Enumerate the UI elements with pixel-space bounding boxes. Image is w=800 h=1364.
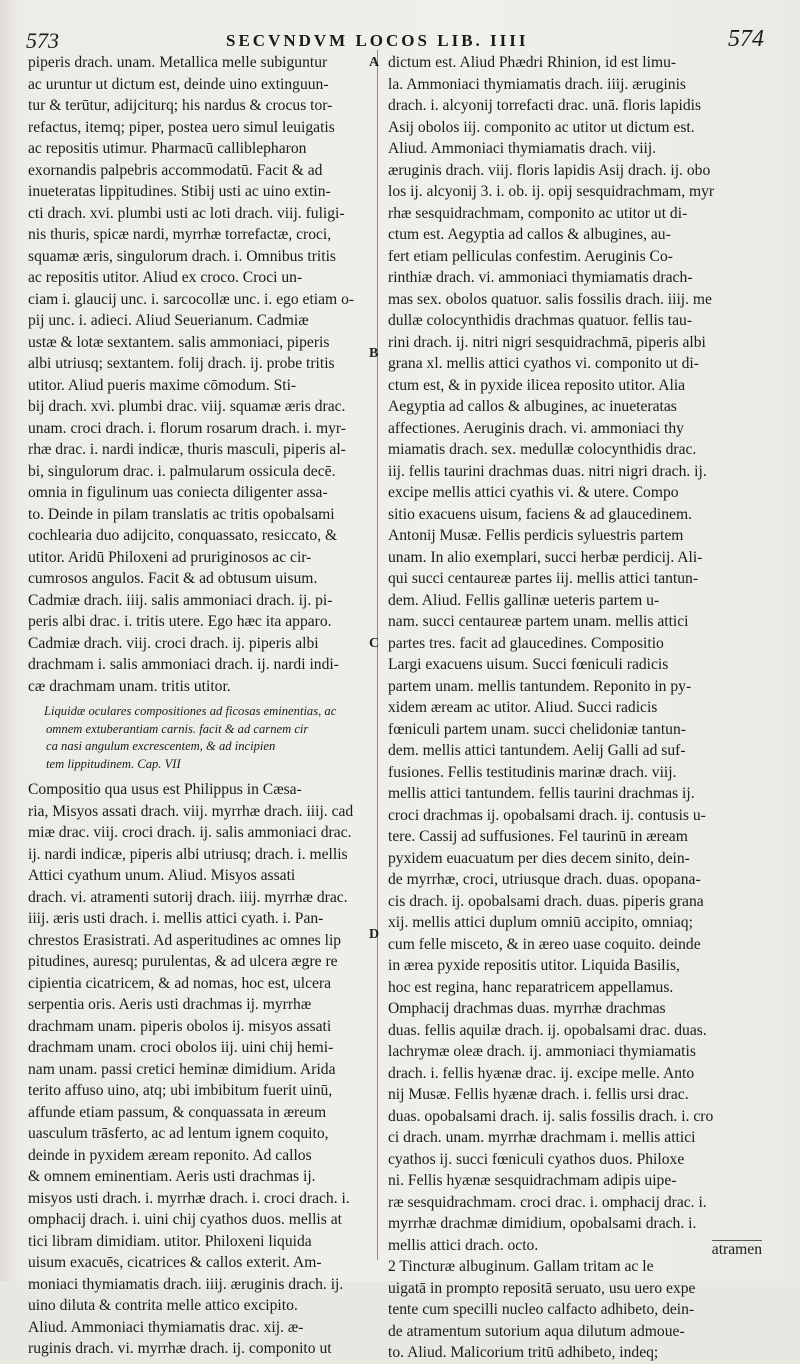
text-line: utitor. Aridū Philoxeni ad pruriginosos ac cir- bbox=[28, 548, 312, 566]
page-number-right: 574 bbox=[728, 26, 764, 52]
text-line: ij. nardi indicæ, piperis albi utriusq; drach. i. mellis bbox=[28, 845, 348, 863]
text-line: 2 Tincturæ albuginum. Gallam tritam ac le bbox=[388, 1258, 654, 1275]
text-line: de myrrhæ, croci, utriusque drach. duas. opopana- bbox=[388, 871, 701, 888]
text-line: miamatis drach. sex. medullæ colocynthidis drac. bbox=[388, 441, 697, 458]
text-line: duas. fellis aquilæ drach. ij. opobalsami drac. duas. bbox=[388, 1021, 707, 1039]
text-line: ac repositis utimur. Pharmacū calliblepharon bbox=[28, 140, 307, 157]
text-line: cochlearia duo adijcito, conquassato, resiccato, & bbox=[28, 527, 338, 544]
text-line: tici libram dimidiam. utitor. Philoxeni liquida bbox=[28, 1232, 312, 1250]
text-line: Asij obolos iij. componito ac utitor ut dictum est. bbox=[388, 118, 695, 136]
text-line: affunde etiam passum, & conquassata in æreum bbox=[28, 1103, 327, 1121]
text-line: ciam i. glaucij unc. i. sarcocollæ unc. i. ego etiam o- bbox=[28, 290, 355, 308]
text-line: rhæ drac. i. nardi indicæ, thuris masculi, piperis al- bbox=[28, 441, 346, 458]
text-line: omnia in figulinum uas coniecta diligenter assa- bbox=[28, 484, 328, 501]
text-line: pij unc. i. adieci. Aliud Seuerianum. Cadmiæ bbox=[28, 312, 309, 329]
text-line: unam. croci drach. i. florum rosarum drach. i. myr- bbox=[28, 419, 346, 437]
text-line: tere. Cassij ad suffusiones. Fel taurinū in æream bbox=[388, 828, 688, 845]
text-line: tente cum specilli nucleo calfacto adhibeto, dein- bbox=[388, 1301, 695, 1318]
text-line: Cadmiæ drach. viij. croci drach. ij. piperis albi bbox=[28, 634, 319, 652]
text-line: partes tres. facit ad glaucedines. Compositio bbox=[388, 634, 664, 652]
text-line: hoc est regina, hanc reparatricem appellamus. bbox=[388, 978, 674, 996]
text-line: misyos usti drach. i. myrrhæ drach. i. croci drach. i. bbox=[28, 1189, 350, 1207]
text-line: mellis attici drach. octo. bbox=[388, 1236, 539, 1254]
text-line: albi utriusq; sextantem. folij drach. ij. probe tritis bbox=[28, 355, 335, 372]
text-line: ustæ & lotæ sextantem. salis ammoniaci, piperis bbox=[28, 333, 330, 351]
text-line: piperis drach. unam. Metallica melle subiguntur bbox=[28, 54, 328, 71]
text-line: squamæ æris, singulorum drach. i. Omnibus tritis bbox=[28, 247, 336, 265]
text-line: ruginis drach. vi. myrrhæ drach. ij. componito ut bbox=[28, 1340, 332, 1357]
text-line: fert etiam pelliculas confestim. Aeruginis Co- bbox=[388, 247, 673, 265]
text-line: cum felle misceto, & in æreo uase coquito. deinde bbox=[388, 935, 701, 953]
text-line: in ærea pyxide repositis utitor. Liquida Basilis, bbox=[388, 957, 680, 974]
text-line: duas. opobalsami drach. ij. salis fossilis drach. i. cro bbox=[388, 1107, 714, 1125]
left-text-block-2 bbox=[28, 779, 362, 1360]
text-line: & omnem eminentiam. Aeris usti drachmas ij. bbox=[28, 1168, 316, 1185]
text-line: dictum est. Aliud Phædri Rhinion, id est limu- bbox=[388, 54, 677, 71]
text-line: xij. mellis attici duplum omniū accipito, omniaq; bbox=[388, 914, 693, 931]
text-line: nam. succi centaureæ partem unam. mellis attici bbox=[388, 613, 689, 630]
text-line: to. Deinde in pilam translatis ac tritis opobalsami bbox=[28, 505, 335, 523]
text-line: deinde in pyxidem æream reponito. Ad callos bbox=[28, 1146, 312, 1164]
text-line: Aliud. Ammoniaci thymiamatis drach. viij. bbox=[388, 140, 657, 157]
text-line: terito affuso uino, atq; ubi imbibitum fuerit uinū, bbox=[28, 1082, 333, 1099]
text-line: drachmam unam. piperis obolos ij. misyos assati bbox=[28, 1017, 332, 1035]
text-line: nij Musæ. Fellis hyænæ drach. i. fellis ursi drac. bbox=[388, 1086, 689, 1103]
text-line: serpentia oris. Aeris usti drachmas ij. myrrhæ bbox=[28, 996, 312, 1013]
text-line: uino diluta & contrita melle attico excipito. bbox=[28, 1297, 298, 1314]
text-line: inueteratas lippitudines. Stibij usti ac uino extin- bbox=[28, 183, 331, 200]
text-line: to. Aliud. Malicorium tritū adhibeto, indeq; bbox=[388, 1344, 659, 1361]
text-line: sitio exacuens uisum, faciens & ad glaucedinem. bbox=[388, 505, 692, 523]
text-line: xidem æream ac utitor. Aliud. Succi radicis bbox=[388, 699, 658, 716]
margin-letter-a: A bbox=[369, 55, 380, 70]
text-line: pitudines, auresq; purulentas, & ad ulcera ægre re bbox=[28, 953, 338, 970]
text-line: fusiones. Fellis testitudinis marinæ drach. viij. bbox=[388, 763, 677, 781]
text-line: cumrosos angulos. Facit & ad obtusum uisum. bbox=[28, 570, 318, 587]
text-line: refactus, itemq; piper, postea uero simul leuigatis bbox=[28, 118, 335, 136]
text-line: Aegyptia ad callos & albugines, ac inueteratas bbox=[388, 398, 677, 415]
text-line: ræ sesquidrachmam. croci drac. i. omphacij drac. i. bbox=[388, 1193, 707, 1211]
text-line: ac uruntur ut dictum est, deinde uino extinguun- bbox=[28, 75, 329, 93]
text-line: æruginis drach. viij. floris lapidis Asij drach. ij. obo bbox=[388, 161, 711, 179]
text-line: drachmam i. salis ammoniaci drach. ij. nardi indi- bbox=[28, 656, 339, 673]
text-line: excipe mellis attici cyathis vi. & utere. Compo bbox=[388, 484, 679, 501]
text-line: affectiones. Aeruginis drach. vi. ammoniaci thy bbox=[388, 419, 684, 437]
text-line: ni. Fellis hyænæ sesquidrachmam adipis uipe- bbox=[388, 1172, 677, 1189]
text-line: omphacij drach. i. uini chij cyathos duos. mellis at bbox=[28, 1211, 342, 1228]
text-line: drach. i. fellis hyænæ drac. ij. excipe melle. Anto bbox=[388, 1064, 695, 1082]
text-line: lachrymæ oleæ drach. ij. ammoniaci thymiamatis bbox=[388, 1043, 696, 1060]
text-line: cipientia cicatricem, & ad nomas, hoc est, ulcera bbox=[28, 974, 332, 992]
text-line: qui succi centaureæ partes iij. mellis attici tantun- bbox=[388, 570, 699, 587]
text-line: pyxidem euacuatum per dies decem sinito, dein- bbox=[388, 849, 690, 867]
text-line: cyathos ij. succi fœniculi cyathos duos. Philoxe bbox=[388, 1150, 685, 1168]
text-line: uisum exacuēs, cicatrices & callos exterit. Am- bbox=[28, 1254, 322, 1271]
text-line: la. Ammoniaci thymiamatis drach. iiij. æruginis bbox=[388, 75, 686, 93]
caption-line: ca nasi angulum excrescentem, & ad incipien bbox=[46, 739, 276, 753]
caption-line: tem lippitudinem. Cap. VII bbox=[46, 756, 181, 771]
text-line: fœniculi partem unam. succi chelidoniæ tantun- bbox=[388, 720, 686, 738]
text-line: bi, singulorum drac. i. palmularum ossicula decē. bbox=[28, 462, 336, 480]
text-line: bij drach. xvi. plumbi drac. viij. squamæ æris drac. bbox=[28, 398, 346, 415]
text-line: dem. mellis attici tantundem. Aelij Galli ad suf- bbox=[388, 742, 686, 759]
text-line: Compositio qua usus est Philippus in Cæsa- bbox=[28, 781, 302, 798]
chapter-caption bbox=[28, 703, 362, 773]
text-line: de atramentum sutorium aqua dilutum admoue- bbox=[388, 1322, 685, 1340]
text-line: drach. i. alcyonij torrefacti drac. unā. floris lapidis bbox=[388, 97, 702, 114]
text-line: drach. vi. atramenti sutorij drach. iiij. myrrhæ drac. bbox=[28, 888, 348, 906]
text-line: cti drach. xvi. plumbi usti ac loti drach. viij. fuligi- bbox=[28, 204, 345, 222]
text-line: chrestos Erasistrati. Ad asperitudines ac omnes lip bbox=[28, 931, 342, 949]
text-line: Omphacij drachmas duas. myrrhæ drachmas bbox=[388, 1000, 666, 1017]
text-line: rhæ sesquidrachmam, componito ac utitor ut di- bbox=[388, 204, 688, 222]
text-line: peris albi drac. i. tritis utere. Ego hæc ita apparo. bbox=[28, 613, 332, 630]
text-line: ctum est. Aegyptia ad callos & albugines, au- bbox=[388, 226, 671, 243]
text-line: uasculum trāsferto, ac ad lentum ignem coquito, bbox=[28, 1125, 329, 1142]
caption-line: Liquidæ oculares compositiones ad ficosas eminentias, ac bbox=[44, 704, 337, 718]
running-head: SECVNDVM LOCOS LIB. IIII bbox=[226, 31, 529, 50]
catchword: atramen bbox=[711, 1241, 762, 1258]
text-line: miæ drac. viij. croci drach. ij. salis ammoniaci drac. bbox=[28, 824, 352, 841]
text-line: iiij. æris usti drach. i. mellis attici cyath. i. Pan- bbox=[28, 910, 324, 927]
text-line: los ij. alcyonij 3. i. ob. ij. opij sesquidrachmam, myr bbox=[388, 183, 715, 200]
text-line: uigatā in prompto repositā seruato, usu uero expe bbox=[388, 1279, 696, 1297]
margin-letter-c: C bbox=[369, 636, 380, 651]
text-line: tur & terūtur, adijciturq; his nardus & crocus tor- bbox=[28, 97, 333, 114]
text-line: Aliud. Ammoniaci thymiamatis drac. xij. æ- bbox=[28, 1318, 304, 1336]
text-line: grana xl. mellis attici cyathos vi. componito ut di- bbox=[388, 355, 699, 372]
left-text-block bbox=[28, 52, 362, 697]
text-line: Antonij Musæ. Fellis perdicis syluestris partem bbox=[388, 527, 684, 544]
margin-letter-d: D bbox=[369, 927, 380, 942]
text-line: drachmam unam. croci obolos iij. uini chij hemi- bbox=[28, 1039, 334, 1056]
text-line: exornandis palpebris accommodatū. Facit & ad bbox=[28, 161, 323, 179]
left-column bbox=[28, 52, 362, 1360]
text-line: moniaci thymiamatis drach. iiij. æruginis drach. ij. bbox=[28, 1275, 344, 1293]
text-line: mellis attici tantundem. fellis taurini drachmas ij. bbox=[388, 785, 695, 802]
text-line: partem unam. mellis tantundem. Reponito in py- bbox=[388, 677, 692, 695]
text-line: Cadmiæ drach. iiij. salis ammoniaci drach. ij. pi- bbox=[28, 591, 333, 609]
text-line: unam. In alio exemplari, succi herbæ perdicij. Ali- bbox=[388, 548, 703, 566]
text-line: ci drach. unam. myrrhæ drachmam i. mellis attici bbox=[388, 1129, 696, 1146]
text-line: utitor. Aliud pueris maxime cōmodum. Sti- bbox=[28, 376, 297, 394]
text-line: dem. Aliud. Fellis gallinæ ueteris partem u- bbox=[388, 591, 660, 609]
text-line: mas sex. obolos quatuor. salis fossilis drach. iiij. me bbox=[388, 290, 712, 308]
text-line: iij. fellis taurini drachmas duas. nitri nigri drach. ij. bbox=[388, 462, 707, 480]
text-line: Largi exacuens uisum. Succi fœniculi radicis bbox=[388, 656, 669, 673]
text-line: nis thuris, spicæ nardi, myrrhæ torrefactæ, croci, bbox=[28, 226, 332, 243]
text-line: dullæ colocynthidis drachmas quatuor. fellis tau- bbox=[388, 312, 693, 329]
margin-letter-b: B bbox=[369, 346, 379, 361]
caption-line: omnem extuberantiam carnis. facit & ad carnem cir bbox=[46, 721, 309, 736]
text-line: ctum est, & in pyxide ilicea reposito utitor. Alia bbox=[388, 376, 686, 394]
text-line: rini drach. ij. nitri nigri sesquidrachmā, piperis albi bbox=[388, 333, 706, 351]
text-line: cis drach. ij. opobalsami drach. duas. piperis grana bbox=[388, 892, 704, 910]
page-number-left: 573 bbox=[26, 28, 59, 53]
text-line: ac repositis utitor. Aliud ex croco. Croci un- bbox=[28, 269, 303, 286]
column-divider bbox=[377, 50, 378, 1260]
text-line: myrrhæ drachmæ dimidium, opobalsami drach. i. bbox=[388, 1215, 697, 1232]
text-line: ria, Misyos assati drach. viij. myrrhæ drach. iiij. cad bbox=[28, 802, 354, 820]
text-line: cæ drachmam unam. tritis utitor. bbox=[28, 677, 231, 695]
text-line: rinthiæ drach. vi. ammoniaci thymiamatis drach- bbox=[388, 269, 693, 286]
text-line: nam unam. passi cretici heminæ dimidium. Arida bbox=[28, 1060, 336, 1078]
right-column bbox=[388, 52, 766, 1364]
text-line: croci drachmas ij. opobalsami drach. ij. contusis u- bbox=[388, 806, 706, 824]
text-line: Attici cyathum unum. Aliud. Misyos assati bbox=[28, 867, 296, 884]
